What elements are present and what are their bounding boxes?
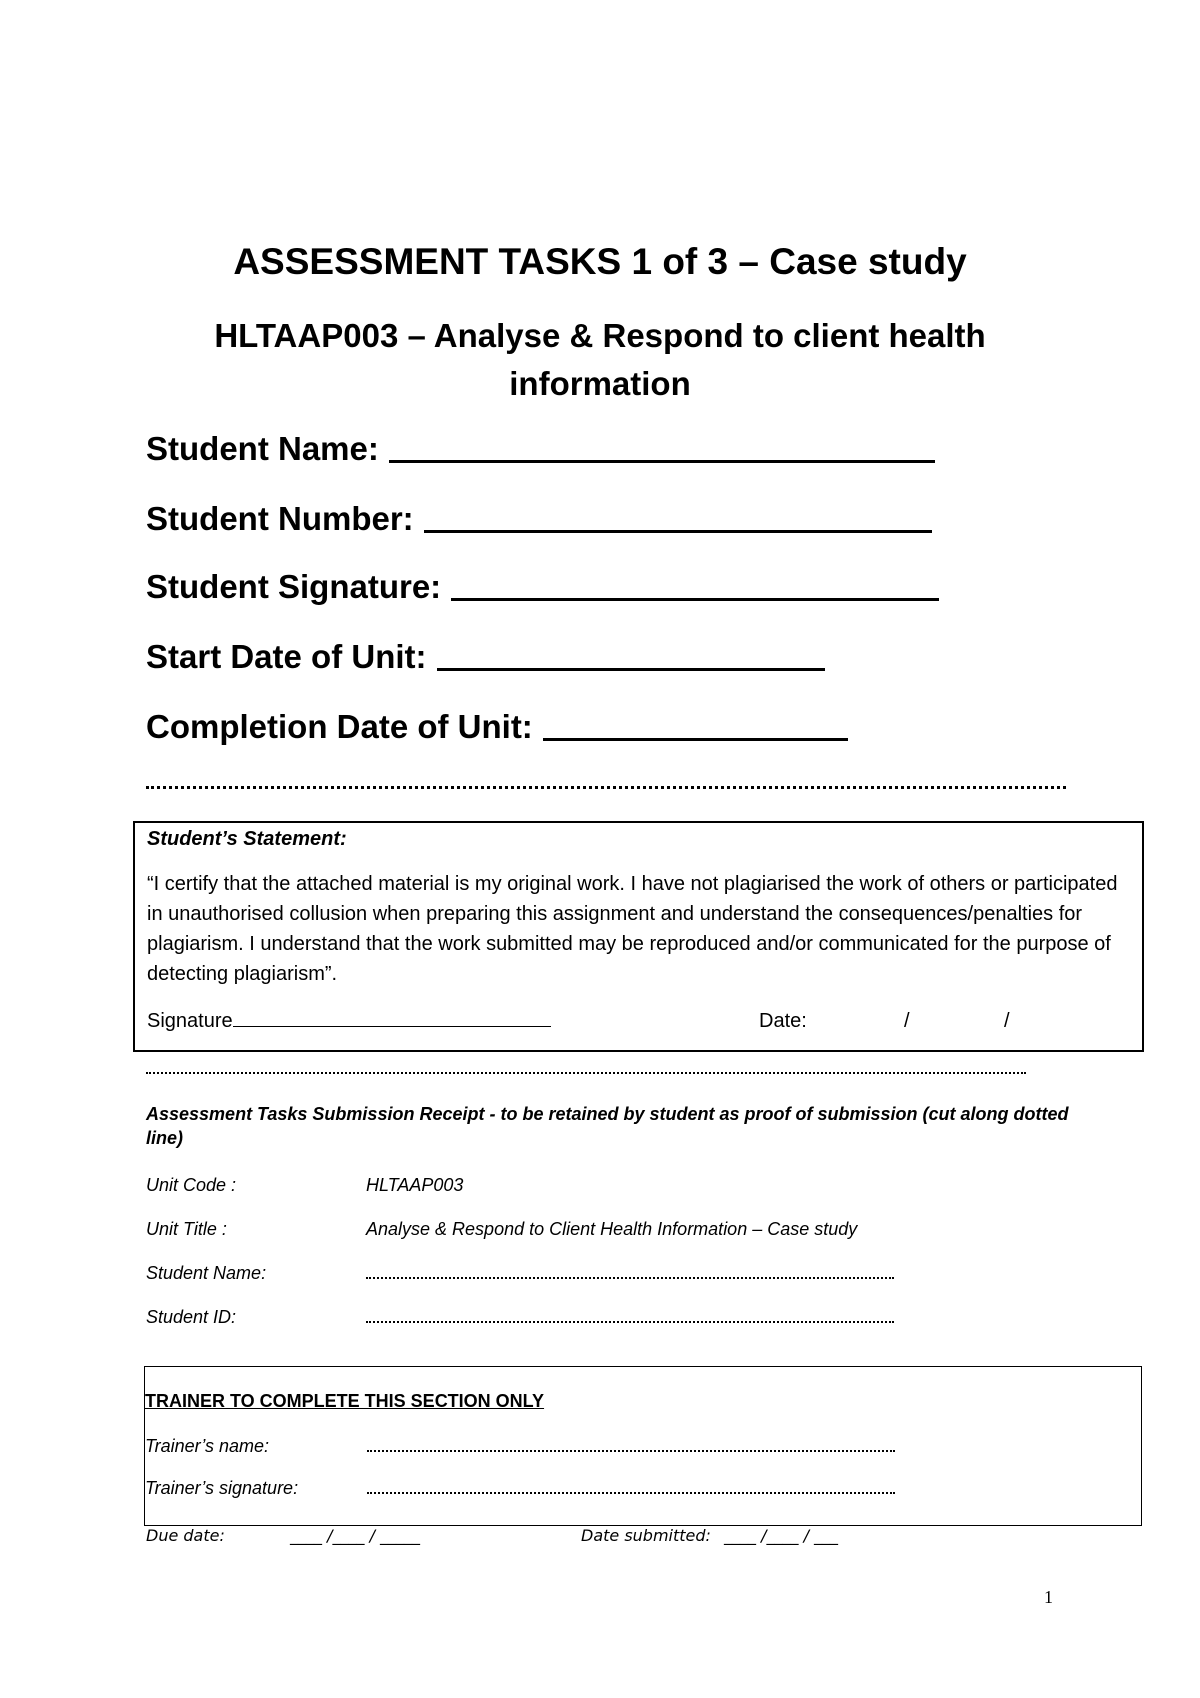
trainer-name-label: Trainer’s name: <box>145 1436 270 1456</box>
page-title: ASSESSMENT TASKS 1 of 3 – Case study <box>233 241 967 282</box>
receipt-row-unit-title <box>146 1216 857 1242</box>
completion-date-field[interactable] <box>146 704 848 750</box>
statement-heading: Student’s Statement: <box>147 828 347 850</box>
start-date-label: Start Date of Unit: <box>146 638 427 675</box>
unit-title: HLTAAP003 – Analyse & Respond to client health information <box>214 317 986 402</box>
trainer-section-heading: TRAINER TO COMPLETE THIS SECTION ONLY <box>145 1391 545 1411</box>
cut-dotted-line <box>146 1066 1026 1074</box>
receipt-student-name-label: Student Name: <box>146 1263 267 1283</box>
student-name-field[interactable] <box>146 426 935 472</box>
date-slash-1: / <box>904 1010 910 1032</box>
receipt-row-unit-code <box>146 1172 463 1198</box>
unit-title-value: Analyse & Respond to Client Health Information – Case study <box>366 1219 858 1239</box>
student-signature-label: Student Signature: <box>146 568 442 605</box>
date-submitted-value[interactable]: ____ /____ / ___ <box>724 1526 839 1545</box>
student-name-line[interactable] <box>389 432 935 463</box>
receipt-heading: Assessment Tasks Submission Receipt - to be retained by student as proof of submission (cut along dotted line) <box>146 1104 1069 1148</box>
student-signature-field[interactable] <box>146 564 939 610</box>
student-signature-line[interactable] <box>451 570 939 601</box>
page-number: 1 <box>1044 1587 1053 1607</box>
due-date-value[interactable]: ____ /____ / _____ <box>290 1526 421 1545</box>
trainer-name-row <box>145 1433 895 1459</box>
receipt-student-id-blank[interactable] <box>366 1305 894 1323</box>
unit-code-value: HLTAAP003 <box>366 1175 464 1195</box>
trainer-signature-blank[interactable] <box>367 1476 895 1494</box>
signature-label: Signature <box>147 1010 233 1032</box>
statement-signature-row <box>147 1006 1010 1036</box>
date-submitted-label: Date submitted: <box>581 1526 711 1545</box>
student-number-field[interactable] <box>146 496 932 542</box>
trainer-signature-row <box>145 1475 895 1501</box>
student-number-label: Student Number: <box>146 500 414 537</box>
signature-line[interactable] <box>233 1006 551 1027</box>
student-name-label: Student Name: <box>146 430 379 467</box>
dotted-divider <box>146 772 1066 789</box>
receipt-student-name-blank[interactable] <box>366 1261 894 1279</box>
receipt-row-student-name <box>146 1260 894 1286</box>
date-label: Date: <box>759 1010 807 1032</box>
trainer-signature-label: Trainer’s signature: <box>145 1478 299 1498</box>
student-statement-box <box>133 821 1144 1052</box>
unit-code-label: Unit Code : <box>146 1175 237 1195</box>
unit-title-label: Unit Title : <box>146 1219 227 1239</box>
date-slash-2: / <box>1004 1010 1010 1032</box>
trainer-name-blank[interactable] <box>367 1434 895 1452</box>
start-date-line[interactable] <box>437 640 825 671</box>
due-date-label: Due date: <box>146 1526 225 1545</box>
receipt-student-id-label: Student ID: <box>146 1307 237 1327</box>
receipt-row-student-id <box>146 1304 894 1330</box>
completion-date-label: Completion Date of Unit: <box>146 708 533 745</box>
statement-text: “I certify that the attached material is my original work. I have not plagiarised the work of others or participated in unauthorised collusion when preparing this assignment and understand the consequences/penalties for plagiarism. I understand that the work submitted may be reproduced and/or communicated for the purpose of detecting plagiarism”. <box>147 873 1118 985</box>
completion-date-line[interactable] <box>543 710 848 741</box>
student-number-line[interactable] <box>424 502 932 533</box>
due-date-row <box>146 1524 838 1548</box>
start-date-field[interactable] <box>146 634 825 680</box>
trainer-section-box <box>144 1366 1142 1526</box>
